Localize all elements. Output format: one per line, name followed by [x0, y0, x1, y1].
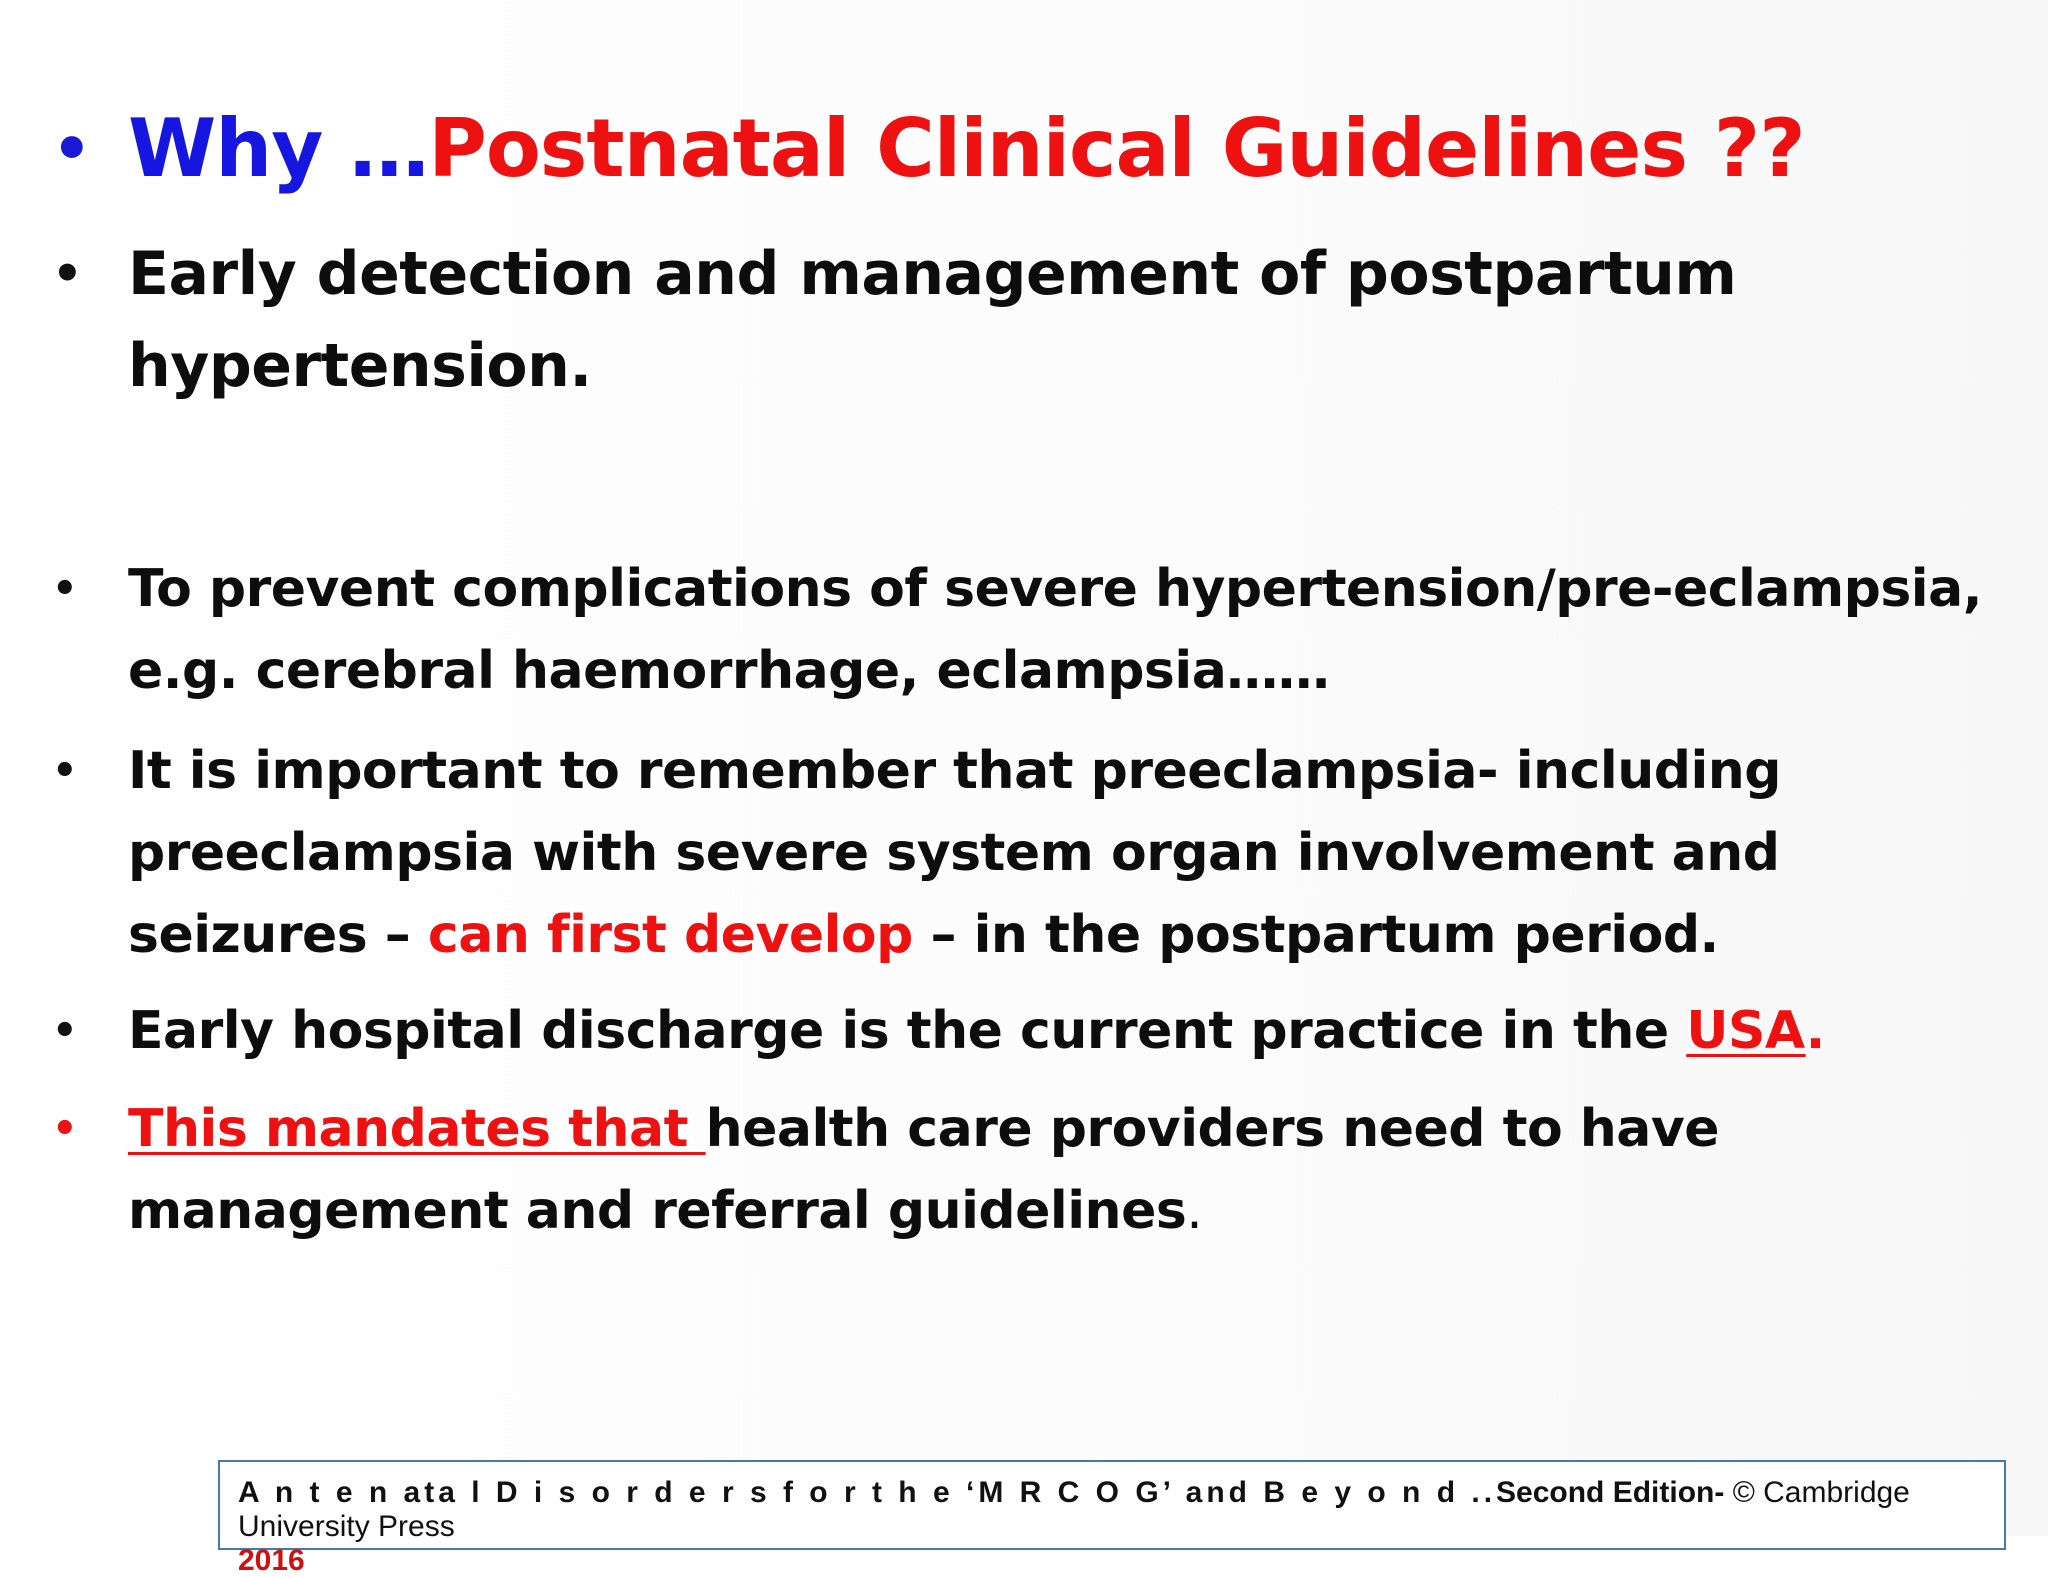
bullet-icon: •	[52, 1106, 78, 1152]
footer-publisher: © Cambridge University Press	[238, 1476, 1910, 1543]
footer-edition: Second Edition-	[1496, 1476, 1725, 1509]
bullet-text-3-after: – in the postpartum period.	[912, 905, 1719, 965]
bullet-text-4-before: Early hospital discharge is the current practice in the	[128, 1001, 1687, 1061]
bullet-icon: •	[52, 112, 92, 185]
bullet-icon: •	[52, 566, 78, 612]
bullet-text-3	[128, 730, 2012, 976]
bullet-text-5-end: .	[1186, 1181, 1203, 1241]
citation-footer	[218, 1460, 2006, 1577]
bullet-text-4-highlight: USA	[1686, 1001, 1806, 1061]
bullet-icon: •	[52, 748, 78, 794]
bullet-icon: •	[52, 1008, 78, 1054]
bullet-text-3-before: It is important to remember that preeclampsia- including preeclampsia with severe system organ involvement and seizures –	[128, 741, 1782, 965]
bullet-text-2: To prevent complications of severe hypertension/pre-eclampsia, e.g. cerebral haemorrhage, eclampsia……	[128, 559, 1982, 701]
bullet-text-5-after: health care providers need to have management and referral guidelines	[128, 1099, 1720, 1241]
slide-title	[52, 102, 2012, 195]
bullet-point-5	[52, 1088, 2012, 1252]
bullet-text-1: Early detection and management of postpartum hypertension.	[128, 239, 1737, 401]
bullet-text-4-after: .	[1805, 1001, 1825, 1061]
bullet-point-4	[52, 990, 2012, 1072]
footer-year: 2016	[238, 1544, 305, 1577]
bullet-text-3-highlight: can first develop	[427, 905, 913, 965]
bullet-text-5-highlight: This mandates that	[128, 1099, 706, 1159]
title-prefix: Why …	[128, 102, 429, 195]
bullet-text-4	[128, 990, 2012, 1072]
bullet-point-3	[52, 730, 2012, 976]
bullet-icon: •	[52, 246, 83, 302]
footer-book-title: A n t e n ata l D i s o r d e r s f o r t h e ‘M R C O G’ and B e y o n d ..	[238, 1476, 1497, 1509]
bullet-text-5	[128, 1088, 1748, 1252]
bullet-point-2	[52, 548, 2012, 712]
title-main: Postnatal Clinical Guidelines ??	[428, 102, 1805, 195]
bullet-point-1	[52, 228, 2012, 412]
title-text	[128, 102, 2012, 195]
